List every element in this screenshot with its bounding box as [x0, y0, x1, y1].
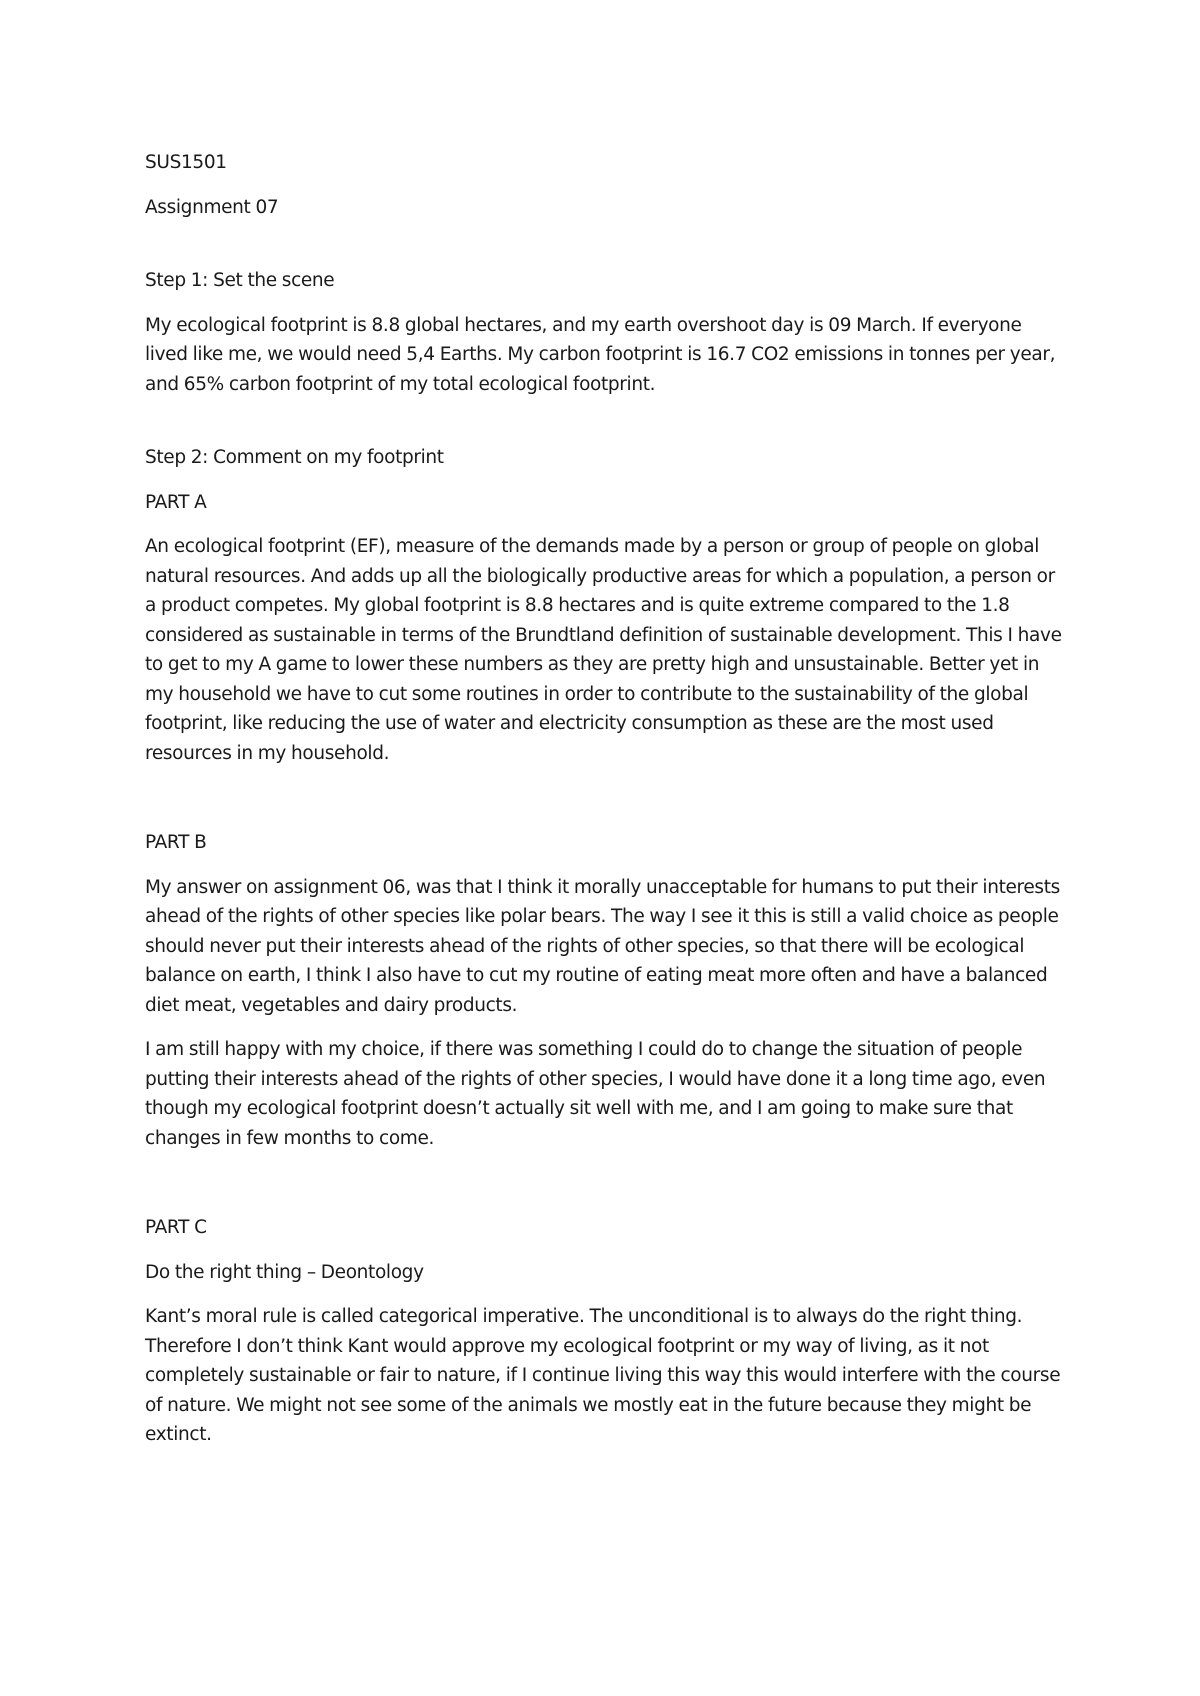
assignment-title: Assignment 07	[145, 196, 279, 218]
part-a-heading: PART A	[145, 491, 207, 513]
part-c-heading: PART C	[145, 1217, 207, 1238]
part-a-paragraph: An ecological footprint (EF), measure of the demands made by a person or group of people on global natural resources. And adds up all the biologically productive areas for which a population, a person or a product competes. My global footprint is 8.8 hectares and is quite extreme compared to the 1.8 considered as sustainable in terms of the Brundtland definition of sustainable development. This I have to get to my A game to lower these numbers as they are pretty high and unsustainable. Better yet in my household we have to cut some routines in order to contribute to the sustainability of the global footprint, like reducing the use of water and electricity consumption as these are the most used resources in my household.	[145, 536, 1062, 764]
part-b-paragraph-1: My answer on assignment 06, was that I think it morally unacceptable for humans to put their interests ahead of the rights of other species like polar bears. The way I see it this is still a valid choice as people should never put their interests ahead of the rights of other species, so that there will be ecological balance on earth, I think I also have to cut my routine of eating meat more often and have a balanced diet meat, vegetables and dairy products.	[145, 876, 1060, 1016]
step1-heading: Step 1: Set the scene	[145, 270, 335, 291]
part-b-paragraph-2: I am still happy with my choice, if there was something I could do to change the situation of people putting their interests ahead of the rights of other species, I would have done it a long time ago, even though my ecological footprint doesn’t actually sit well with me, and I am going to make sure that changes in few months to come.	[145, 1039, 1046, 1149]
course-code: SUS1501	[145, 152, 227, 173]
step1-paragraph: My ecological footprint is 8.8 global hectares, and my earth overshoot day is 09 March. If everyone lived like me, we would need 5,4 Earths. My carbon footprint is 16.7 CO2 emissions in tonnes per year, and 65% carbon footprint of my total ecological footprint.	[145, 314, 1056, 395]
part-b-heading: PART B	[145, 832, 207, 853]
document-page	[145, 148, 1065, 1450]
step2-heading: Step 2: Comment on my footprint	[145, 447, 444, 468]
part-c-subheading: Do the right thing – Deontology	[145, 1261, 424, 1283]
part-c-paragraph: Kant’s moral rule is called categorical imperative. The unconditional is to always do the right thing. Therefore I don’t think Kant would approve my ecological footprint or my way of living, as it not completely sustainable or fair to nature, if I continue living this way this would interfere with the course of nature. We might not see some of the animals we mostly eat in the future because they might be extinct.	[145, 1306, 1061, 1445]
